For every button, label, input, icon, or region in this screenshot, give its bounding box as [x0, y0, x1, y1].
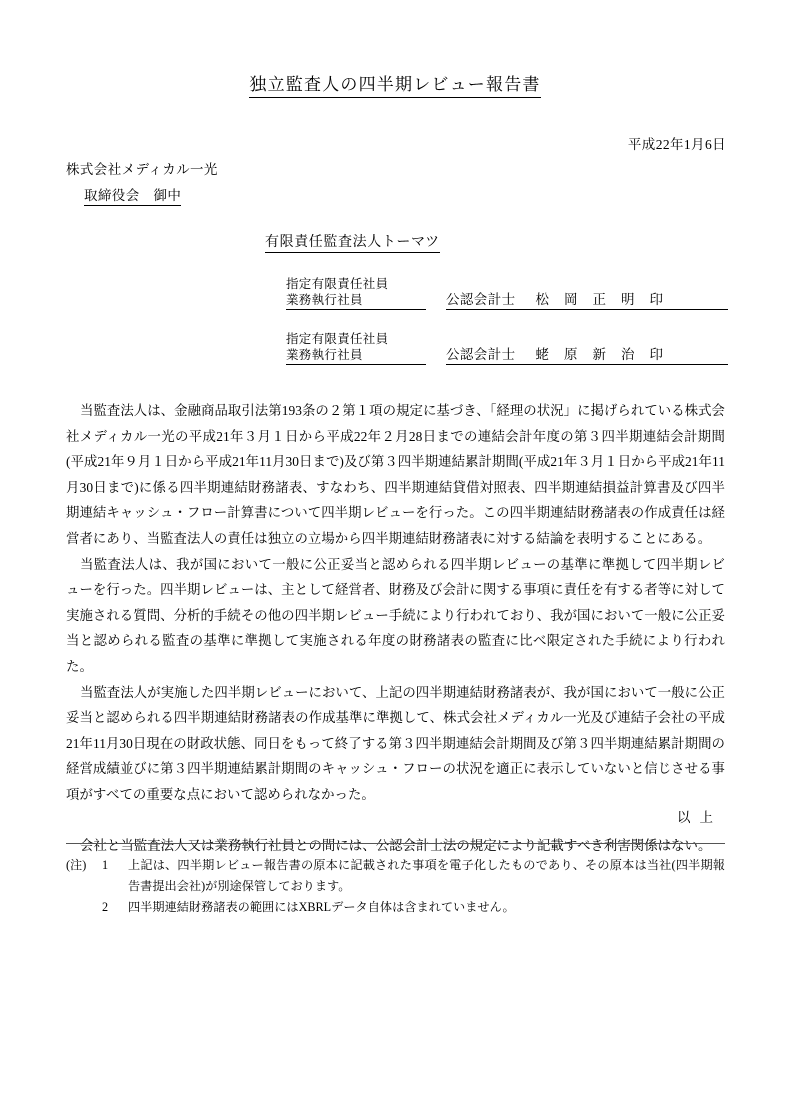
signature-role-2	[286, 331, 426, 365]
footnote-item-2	[66, 897, 725, 918]
signature-person-1: 松岡正明印	[535, 292, 678, 307]
footnote-number-2: 2	[102, 900, 109, 914]
footnote-marker: (注)	[66, 858, 87, 872]
signature-role-1-line1: 指定有限責任社員	[286, 277, 389, 291]
audit-firm-name	[265, 231, 440, 251]
audit-firm-name-text: 有限責任監査法人トーマツ	[265, 235, 440, 253]
signature-qualification-2: 公認会計士	[446, 347, 516, 362]
page-title-text: 独立監査人の四半期レビュー報告書	[249, 75, 540, 98]
signature-role-1-line2: 業務執行社員	[286, 293, 363, 307]
body-paragraph-4: 会社と当監査法人又は業務執行社員との間には、公認会計士法の規定により記載すべき利害関係はない。	[80, 837, 712, 853]
footnotes	[66, 855, 725, 918]
signature-person-2: 蛯原新治印	[535, 347, 678, 362]
report-body	[66, 398, 725, 858]
closing-mark: 以上	[677, 810, 722, 825]
addressee-board-text: 取締役会 御中	[84, 188, 181, 206]
footnote-item-1	[66, 855, 725, 897]
addressee-board	[84, 184, 181, 204]
signature-name-2	[446, 347, 728, 365]
signature-role-2-line1: 指定有限責任社員	[286, 332, 389, 346]
footnote-divider	[66, 843, 725, 844]
signature-block-1	[286, 276, 728, 310]
addressee-company: 株式会社メディカル一光	[66, 162, 218, 177]
body-paragraph-3: 当監査法人が実施した四半期レビューにおいて、上記の四半期連結財務諸表が、我が国において一般に公正妥当と認められる四半期連結財務諸表の作成基準に準拠して、株式会社メディカル一光及び連結子会社の平成21年11月30日現在の財政状態、同日をもって終了する第３四半期連結会計期間及び第３四半期連結累計期間の経営成績並びに第３四半期連結累計期間のキャッシュ・フローの状況を適正に表示していないと信じさせる事項がすべての重要な点において認められなかった。	[66, 684, 725, 802]
signature-name-1	[446, 292, 728, 310]
body-paragraph-1: 当監査法人は、金融商品取引法第193条の２第１項の規定に基づき、「経理の状況」に掲げられている株式会社メディカル一光の平成21年３月１日から平成22年２月28日までの連結会計年度の第３四半期連結会計期間(平成21年９月１日から平成21年11月30日まで)及び第３四半期連結累計期間(平成21年３月１日から平成21年11月30日まで)に係る四半期連結財務諸表、すなわち、四半期連結貸借対照表、四半期連結損益計算書及び四半期連結キャッシュ・フロー計算書について四半期レビューを行った。この四半期連結財務諸表の作成責任は経営者にあり、当監査法人の責任は独立の立場から四半期連結財務諸表に対する結論を表明することにある。	[66, 403, 725, 546]
signature-role-1	[286, 276, 426, 310]
footnote-text-1: 上記は、四半期レビュー報告書の原本に記載された事項を電子化したものであり、その原本は当社(四半期報告書提出会社)が別途保管しております。	[128, 858, 725, 893]
signature-role-2-line2: 業務執行社員	[286, 348, 363, 362]
footnote-text-2: 四半期連結財務諸表の範囲にはXBRLデータ自体は含まれていません。	[128, 900, 515, 914]
signature-block-2	[286, 331, 728, 365]
report-date: 平成22年1月6日	[627, 137, 726, 152]
signature-qualification-1: 公認会計士	[446, 292, 516, 307]
body-paragraph-2: 当監査法人は、我が国において一般に公正妥当と認められる四半期レビューの基準に準拠して四半期レビューを行った。四半期レビューは、主として経営者、財務及び会計に関する事項に責任を有する者等に対して実施される質問、分析的手続その他の四半期レビュー手続により行われており、我が国において一般に公正妥当と認められる監査の基準に準拠して実施される年度の財務諸表の監査に比べ限定された手続により行われた。	[66, 556, 725, 674]
page-title	[0, 70, 790, 95]
footnote-number-1: 1	[102, 858, 109, 872]
